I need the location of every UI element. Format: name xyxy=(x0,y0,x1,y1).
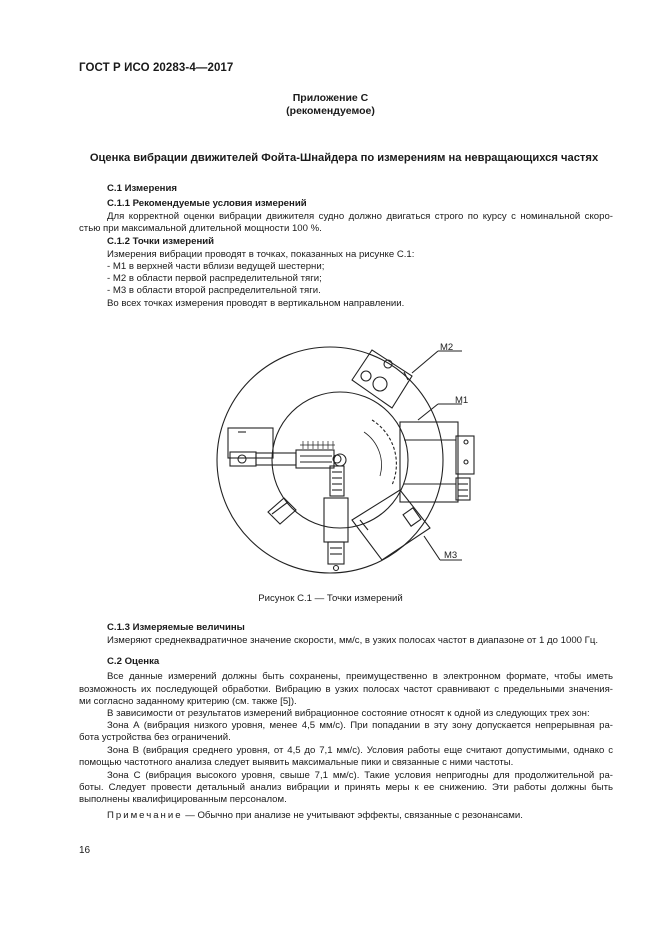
inner-dashed-arc xyxy=(372,420,396,485)
leader-m2 xyxy=(412,351,438,373)
section-c11-heading: С.1.1 Рекомендуемые условия измерений xyxy=(107,198,307,209)
c12-intro: Измерения вибрации проводят в точках, показанных на рисунке С.1: xyxy=(107,249,415,260)
zone-a-line2: бота устройства без ограничений. xyxy=(79,732,231,743)
scale-graduations xyxy=(300,441,335,449)
zone-c-line3: выполнены квалифицированным персоналом. xyxy=(79,794,287,805)
zone-b-line2: помощью частотного анализа следует выявить максимальные пики и связанные с ними частоты. xyxy=(79,757,514,768)
c12-item-m3: - М3 в области второй распределительной тяги. xyxy=(107,285,321,296)
vertical-rod-assembly xyxy=(324,466,348,571)
appendix-title: Приложение С xyxy=(292,92,369,104)
note-text: — Обычно при анализе не учитывают эффекты, связанные с резонансами. xyxy=(182,810,523,821)
section-c12-heading: С.1.2 Точки измерений xyxy=(107,236,215,247)
label-m2: М2 xyxy=(440,342,454,353)
c2-p2: В зависимости от результатов измерений вибрационное состояние относят к одной из следующих трех зон: xyxy=(107,708,590,719)
c12-vertical: Во всех точках измерения проводят в вертикальном направлении. xyxy=(107,298,405,309)
note-label: Примечание xyxy=(107,810,183,821)
main-title: Оценка вибрации движителей Фойта-Шнайдера по измерениям на невращающихся частях xyxy=(89,152,599,164)
figure-measurement-points xyxy=(200,335,500,580)
c11-text-line2: стью при максимальной длительной мощности 100 %. xyxy=(79,223,322,234)
c12-item-m1: - М1 в верхней части вблизи ведущей шестерни; xyxy=(107,261,325,272)
note xyxy=(107,810,523,822)
label-m3: М3 xyxy=(444,550,458,561)
inner-arc xyxy=(364,432,382,476)
section-c13-heading: С.1.3 Измеряемые величины xyxy=(107,622,245,633)
drive-housing xyxy=(400,422,474,502)
zone-c-line2: боты. Следует провести детальный анализ вибрации и принять меры к ее снижению. Эти работы должны быть xyxy=(79,782,613,793)
c12-item-m2: - М2 в области первой распределительной тяги; xyxy=(107,273,322,284)
page-number: 16 xyxy=(79,845,91,856)
appendix-subtitle: (рекомендуемое) xyxy=(286,105,375,117)
c11-text-line1: Для корректной оценки вибрации движителя судно должно двигаться строго по курсу с номинальной скоро- xyxy=(107,211,613,222)
section-c2-heading: С.2 Оценка xyxy=(107,656,160,667)
section-c1-heading: С.1 Измерения xyxy=(107,183,177,194)
document-header: ГОСТ Р ИСО 20283-4—2017 xyxy=(79,62,234,74)
zone-b-line1: Зона В (вибрация среднего уровня, от 4,5 до 7,1 мм/с). Условия работы еще считают допустимыми, однако с xyxy=(107,745,613,756)
left-rod-assembly xyxy=(228,428,341,468)
c2-p1-line3: ми согласно заданному критерию (см. также [5]). xyxy=(79,696,297,707)
figure-caption: Рисунок С.1 — Точки измерений xyxy=(258,593,403,604)
c2-p1-line1: Все данные измерений должны быть сохранены, преимущественно в электронном формате, чтобы иметь xyxy=(107,671,613,682)
c13-text: Измеряют среднеквадратичное значение скорости, мм/с, в узких полосах частот в диапазоне от 1 до 1000 Гц. xyxy=(107,635,599,646)
zone-a-line1: Зона А (вибрация низкого уровня, менее 4,5 мм/с). При попадании в эту зону допускается непрерывная ра- xyxy=(107,720,613,731)
inner-rotor-circle xyxy=(272,392,408,528)
upper-rod-block xyxy=(352,350,412,408)
lower-rod-block xyxy=(352,490,430,560)
c2-p1-line2: возможность их последующей обработки. Вибрацию в узких полосах частот сравнивают с предельными значения- xyxy=(79,684,613,695)
leader-m3 xyxy=(424,536,440,560)
label-m1: М1 xyxy=(455,395,469,406)
lower-left-link xyxy=(268,498,296,524)
zone-c-line1: Зона С (вибрация высокого уровня, свыше 7,1 мм/с). Такие условия непригодны для продолжительной ра- xyxy=(107,770,613,781)
